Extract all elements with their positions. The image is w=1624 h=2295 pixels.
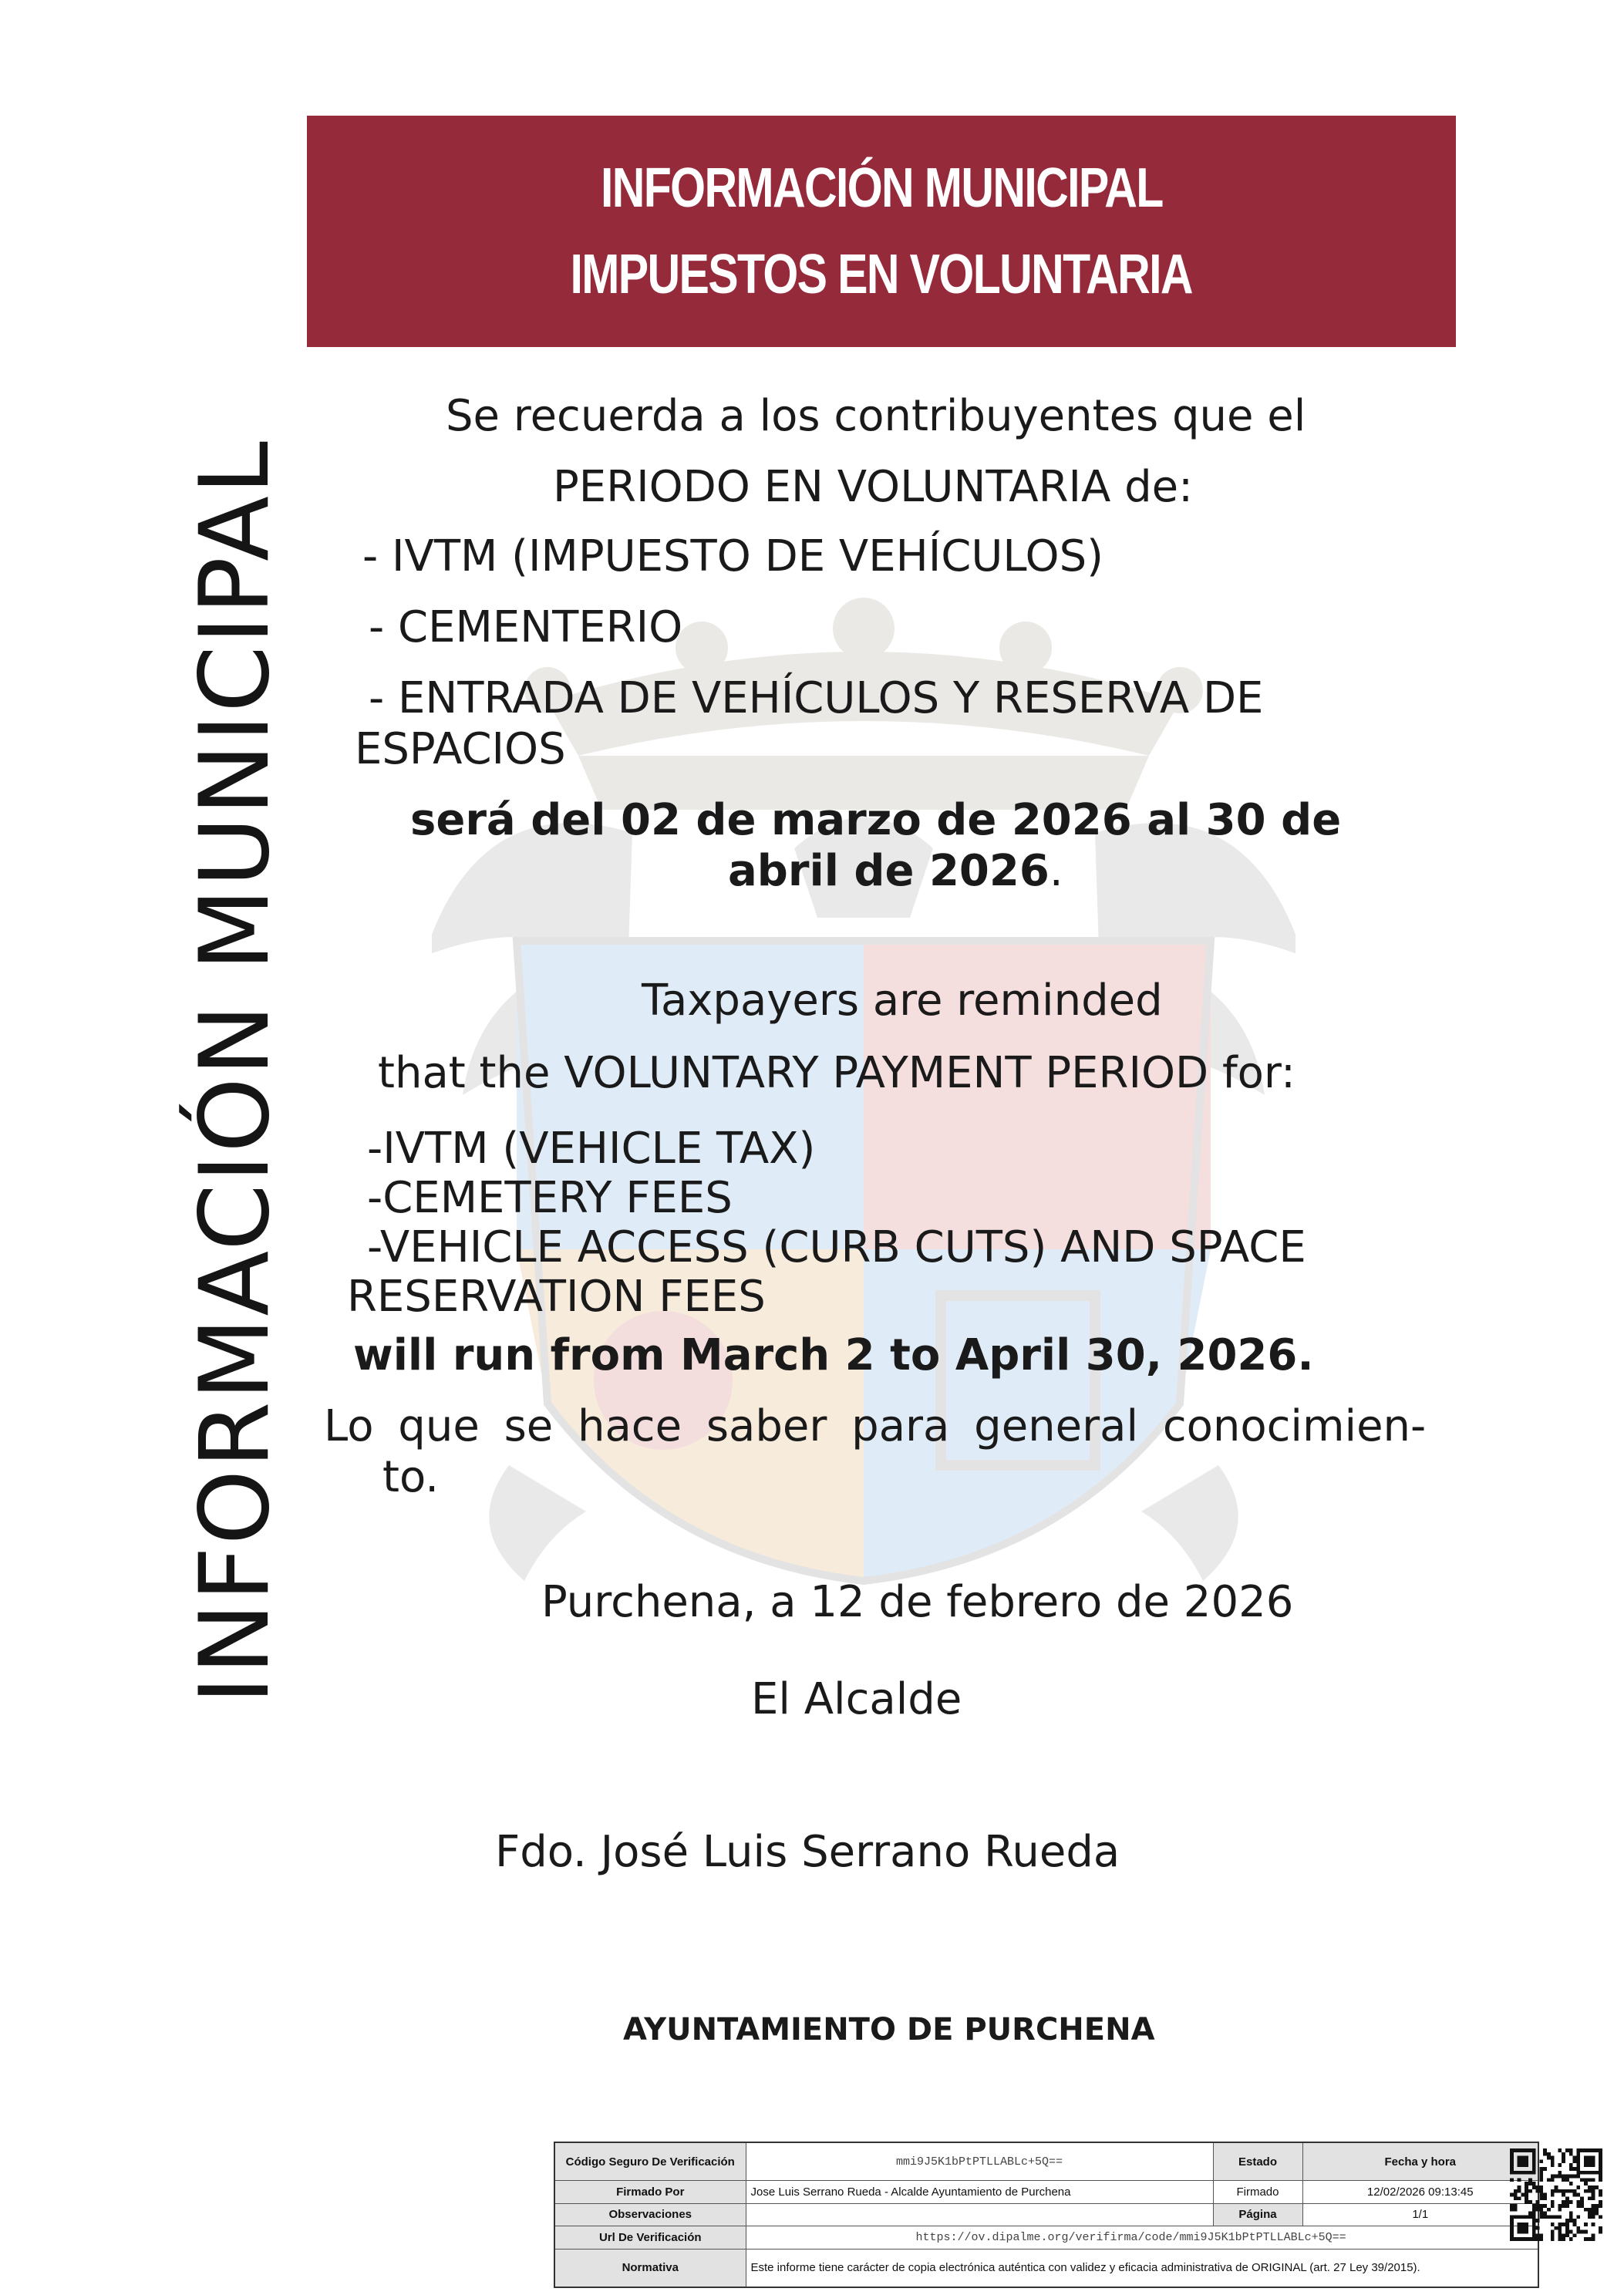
label-observaciones: Observaciones	[554, 2203, 746, 2226]
pagina-value: 1/1	[1302, 2203, 1538, 2226]
banner-subtitle: IMPUESTOS EN VOLUNTARIA	[570, 244, 1193, 305]
label-url-verificacion: Url De Verificación	[554, 2226, 746, 2249]
es-dates-line-2	[728, 847, 1063, 896]
footer-organization: AYUNTAMIENTO DE PURCHENA	[623, 2012, 1155, 2047]
csv-code: mmi9J5K1bPtPTLLABLc+5Q==	[746, 2142, 1213, 2181]
en-item-access-line-2: RESERVATION FEES	[347, 1272, 766, 1322]
observaciones-value	[746, 2203, 1213, 2226]
verification-table	[554, 2142, 1539, 2288]
header-fecha-hora: Fecha y hora	[1302, 2142, 1538, 2181]
qr-code	[1510, 2148, 1602, 2241]
header-banner	[307, 116, 1456, 347]
closing-line-1: Lo que se hace saber para general conocimien-	[324, 1401, 1427, 1451]
fecha-hora-value: 12/02/2026 09:13:45	[1302, 2181, 1538, 2203]
es-item-entrada-line-2: ESPACIOS	[355, 724, 566, 774]
side-title: INFORMACIÓN MUNICIPAL	[180, 440, 291, 1704]
header-pagina: Página	[1213, 2203, 1302, 2226]
estado-value: Firmado	[1213, 2181, 1302, 2203]
en-intro-line-2: that the VOLUNTARY PAYMENT PERIOD for:	[378, 1048, 1295, 1098]
en-intro-line-1: Taxpayers are reminded	[642, 976, 1163, 1026]
label-csv: Código Seguro De Verificación	[554, 2142, 746, 2181]
banner-title: INFORMACIÓN MUNICIPAL	[600, 157, 1163, 219]
en-item-cemetery: -CEMETERY FEES	[367, 1173, 733, 1223]
firmado-por-value: Jose Luis Serrano Rueda - Alcalde Ayuntamiento de Purchena	[746, 2181, 1213, 2203]
signer-role: El Alcalde	[751, 1674, 962, 1724]
es-dates-bold: abril de 2026	[728, 846, 1050, 896]
en-item-access-line-1: -VEHICLE ACCESS (CURB CUTS) AND SPACE	[367, 1222, 1306, 1272]
normativa-value: Este informe tiene carácter de copia electrónica auténtica con validez y eficacia administrativa de ORIGINAL (art. 27 Ley 39/2015).	[746, 2249, 1538, 2287]
url-verificacion-value[interactable]: https://ov.dipalme.org/verifirma/code/mmi9J5K1bPtPTLLABLc+5Q==	[746, 2226, 1538, 2249]
en-dates: will run from March 2 to April 30, 2026.	[353, 1330, 1314, 1380]
label-normativa: Normativa	[554, 2249, 746, 2287]
es-intro-line-1: Se recuerda a los contribuyentes que el	[446, 391, 1306, 441]
es-item-entrada-line-1: - ENTRADA DE VEHÍCULOS Y RESERVA DE	[369, 673, 1264, 723]
closing-line-2: to.	[382, 1452, 440, 1502]
es-item-cementerio: - CEMENTERIO	[369, 602, 683, 652]
es-item-ivtm: - IVTM (IMPUESTO DE VEHÍCULOS)	[362, 531, 1103, 581]
header-estado: Estado	[1213, 2142, 1302, 2181]
es-dates-line-1: será del 02 de marzo de 2026 al 30 de	[410, 795, 1342, 845]
en-item-ivtm: -IVTM (VEHICLE TAX)	[367, 1124, 816, 1174]
es-intro-line-2: PERIODO EN VOLUNTARIA de:	[553, 462, 1193, 512]
place-and-date: Purchena, a 12 de febrero de 2026	[541, 1577, 1294, 1627]
es-dates-period: .	[1049, 846, 1063, 896]
label-firmado-por: Firmado Por	[554, 2181, 746, 2203]
signature-line: Fdo. José Luis Serrano Rueda	[495, 1827, 1120, 1877]
